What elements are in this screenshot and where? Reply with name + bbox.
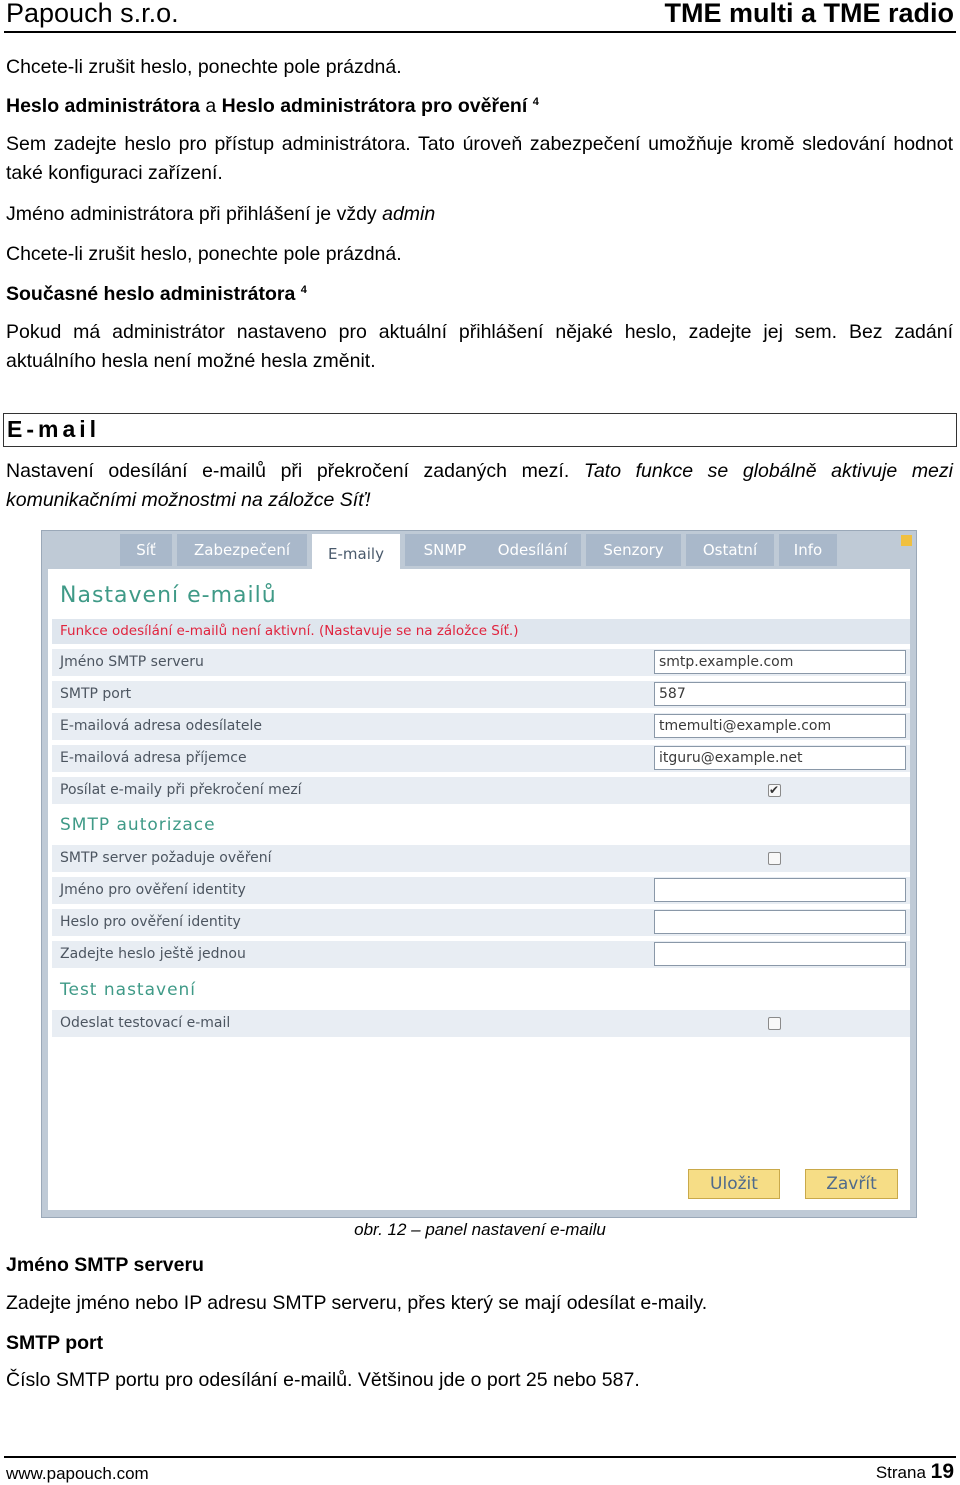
- smtp-requires-auth-checkbox[interactable]: [768, 852, 781, 865]
- auth-password-repeat-input[interactable]: [654, 942, 906, 966]
- sender-email-input[interactable]: tmemulti@example.com: [654, 714, 906, 738]
- row-smtp-port: [52, 681, 910, 708]
- row-label: SMTP port: [60, 686, 132, 702]
- heading-current-password: [6, 280, 953, 309]
- heading-admin-password-b: Heslo administrátora pro ověření: [221, 95, 528, 117]
- heading-admin-password-a: Heslo administrátora: [6, 95, 200, 117]
- tab-odesilani[interactable]: Odesílání: [484, 534, 581, 566]
- close-button[interactable]: Zavřít: [805, 1169, 898, 1199]
- footnote-ref: 4: [532, 96, 539, 108]
- row-smtp-server: [52, 649, 910, 676]
- row-auth-username: [52, 877, 910, 904]
- row-label: Posílat e-maily při překročení mezí: [60, 782, 302, 798]
- footnote-ref: 4: [300, 284, 307, 296]
- page-number: [876, 1460, 954, 1484]
- paragraph-current-password: Pokud má administrátor nastaveno pro aktuální přihlášení nějaké heslo, zadejte jej sem. Bez zadání aktuálního hesla není možné hesla změnit.: [6, 321, 953, 372]
- heading-smtp-port: SMTP port: [6, 1332, 104, 1354]
- save-button[interactable]: Uložit: [688, 1169, 780, 1199]
- admin-login-name: admin: [382, 203, 436, 225]
- paragraph-cancel-password-2: Chcete-li zrušit heslo, ponechte pole prázdná.: [6, 243, 402, 265]
- email-section-title: E-mail: [7, 416, 101, 442]
- smtp-port-input[interactable]: 587: [654, 682, 906, 706]
- footer-url[interactable]: www.papouch.com: [6, 1464, 149, 1483]
- row-label: Heslo pro ověření identity: [60, 914, 241, 930]
- row-smtp-requires-auth: [52, 845, 910, 872]
- figure-caption: obr. 12 – panel nastavení e-mailu: [354, 1220, 606, 1239]
- row-label: E-mailová adresa odesílatele: [60, 718, 262, 734]
- send-test-email-checkbox[interactable]: [768, 1017, 781, 1030]
- row-sender-email: [52, 713, 910, 740]
- email-settings-note: Tato funkce se globálně aktivuje mezi komunikačními možnostmi na záložce Síť!: [6, 460, 953, 511]
- auth-password-input[interactable]: [654, 910, 906, 934]
- page-number-value: 19: [930, 1460, 954, 1483]
- corner-marker: [901, 535, 912, 546]
- row-label: SMTP server požaduje ověření: [60, 850, 272, 866]
- row-send-test-email: [52, 1010, 910, 1037]
- heading-current-password-text: Současné heslo administrátora: [6, 283, 296, 305]
- product-name: TME multi a TME radio: [664, 0, 954, 28]
- tab-snmp[interactable]: SNMP: [405, 534, 485, 566]
- heading-and: a: [199, 95, 222, 117]
- row-label: Zadejte heslo ještě jednou: [60, 946, 246, 962]
- tab-e-maily[interactable]: E-maily: [312, 534, 400, 570]
- row-label: Jméno pro ověření identity: [60, 882, 246, 898]
- email-settings-screenshot: [41, 530, 917, 1218]
- tab-info[interactable]: Info: [779, 534, 837, 566]
- admin-login-prefix: Jméno administrátora při přihlášení je vždy: [6, 203, 383, 225]
- row-auth-password: [52, 909, 910, 936]
- settings-panel: [48, 569, 910, 1210]
- page-label: Strana: [875, 1463, 931, 1482]
- email-section-heading: [3, 413, 957, 447]
- warning-message: Funkce odesílání e-mailů není aktivní. (Nastavuje se na záložce Síť.): [52, 619, 910, 644]
- email-settings-text: Nastavení odesílání e-mailů při překročení zadaných mezí.: [6, 460, 584, 482]
- paragraph-cancel-password-1: Chcete-li zrušit heslo, ponechte pole prázdná.: [6, 56, 402, 78]
- test-settings-title: Test nastavení: [60, 980, 197, 1000]
- row-auth-password-repeat: [52, 941, 910, 968]
- paragraph-admin-access: Sem zadejte heslo pro přístup administrátora. Tato úroveň zabezpečení umožňuje kromě sledování hodnot také konfiguraci zařízení.: [6, 133, 953, 184]
- header-divider: [4, 31, 956, 33]
- tab-senzory[interactable]: Senzory: [586, 534, 681, 566]
- paragraph-smtp-server: Zadejte jméno nebo IP adresu SMTP serveru, přes který se mají odesílat e-maily.: [6, 1292, 708, 1314]
- footer-divider: [4, 1456, 956, 1458]
- paragraph-admin-login: [6, 200, 953, 229]
- send-on-limit-checkbox[interactable]: [768, 784, 781, 797]
- company-name: Papouch s.r.o.: [6, 0, 179, 28]
- row-send-on-limit: [52, 777, 910, 804]
- smtp-server-input[interactable]: smtp.example.com: [654, 650, 906, 674]
- auth-username-input[interactable]: [654, 878, 906, 902]
- row-label: E-mailová adresa příjemce: [60, 750, 247, 766]
- tab-ostatni[interactable]: Ostatní: [686, 534, 774, 566]
- row-recipient-email: [52, 745, 910, 772]
- tab-sit[interactable]: Síť: [120, 534, 172, 566]
- panel-title: Nastavení e-mailů: [60, 583, 277, 608]
- heading-smtp-server: Jméno SMTP serveru: [6, 1254, 204, 1276]
- tab-zabezpeceni[interactable]: Zabezpečení: [177, 534, 307, 566]
- row-label: Odeslat testovací e-mail: [60, 1015, 231, 1031]
- paragraph-email-settings: [6, 457, 953, 515]
- recipient-email-input[interactable]: itguru@example.net: [654, 746, 906, 770]
- smtp-auth-title: SMTP autorizace: [60, 815, 216, 835]
- heading-admin-password: [6, 92, 953, 121]
- row-label: Jméno SMTP serveru: [60, 654, 204, 670]
- paragraph-smtp-port: Číslo SMTP portu pro odesílání e-mailů. Většinou jde o port 25 nebo 587.: [6, 1369, 640, 1391]
